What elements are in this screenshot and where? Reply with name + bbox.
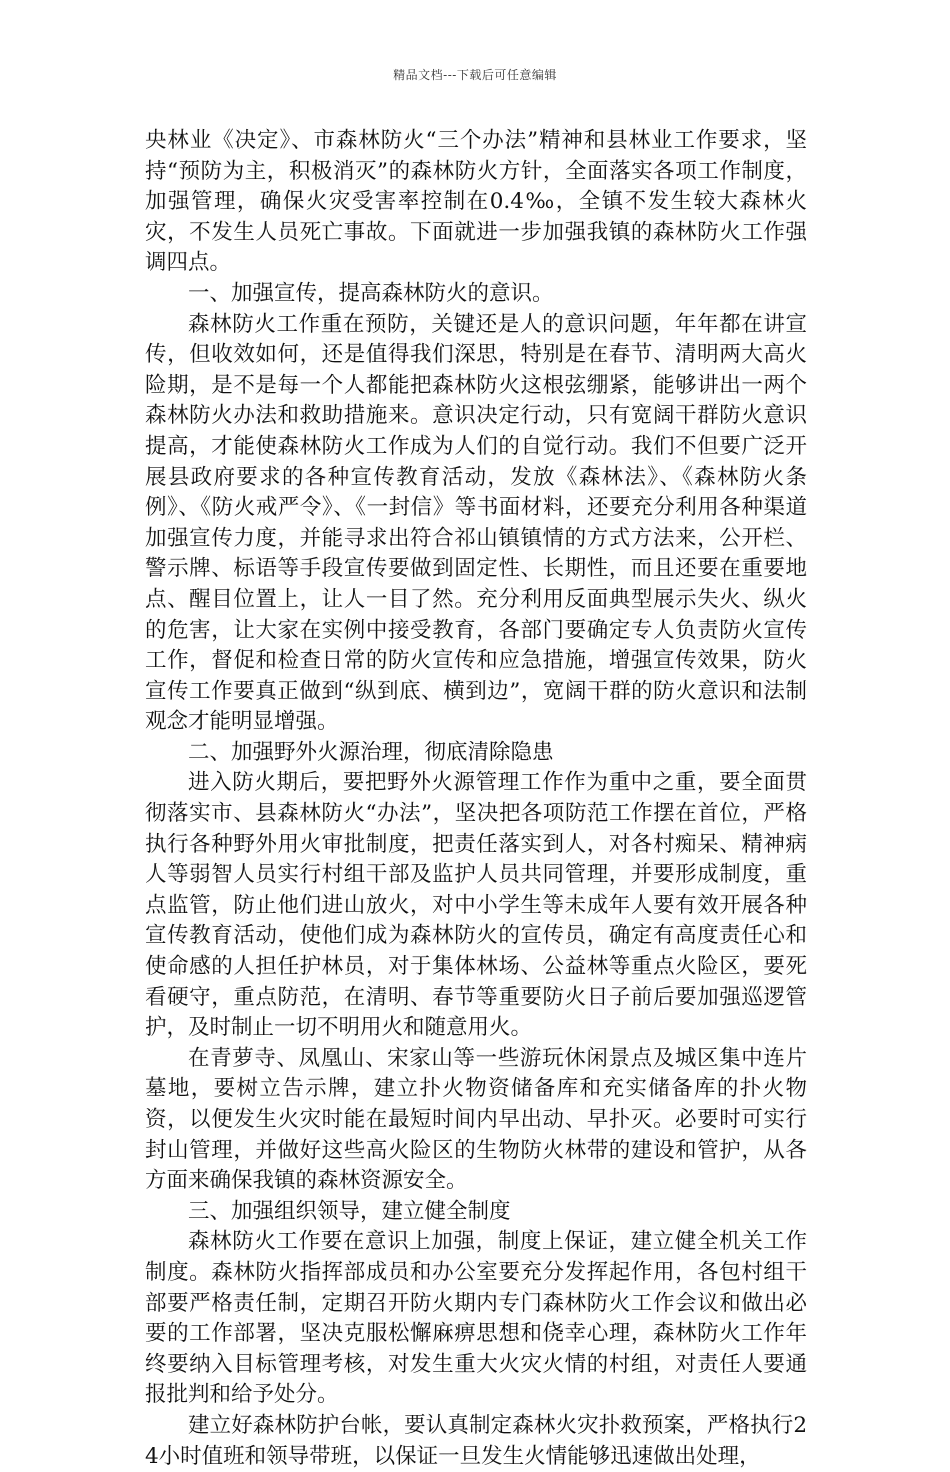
paragraph-publicity: 森林防火工作重在预防，关键还是人的意识问题，年年都在讲宣传，但收效如何，还是值得我们深思，特别是在春节、清明两大高火险期，是不是每一个人都能把森林防火这根弦绷紧，能够讲出一两个森林防火办法和救助措施来。意识决定行动，只有宽阔干群防火意识提高，才能使森林防火工作成为人们的自觉行动。我们不但要广泛开展县政府要求的各种宣传教育活动，发放《森林法》、《森林防火条例》、《防火戒严令》、《一封信》等书面材料，还要充分利用各种渠道加强宣传力度，并能寻求出符合祁山镇镇情的方式方法来，公开栏、警示牌、标语等手段宣传要做到固定性、长期性，而且还要在重要地点、醒目位置上，让人一目了然。充分利用反面典型展示失火、纵火的危害，让大家在实例中接受教育，各部门要确定专人负责防火宣传工作，督促和检查日常的防火宣传和应急措施，增强宣传效果，防火宣传工作要真正做到“纵到底、横到边”，宽阔干群的防火意识和法制观念才能明显增强。 (145, 311, 807, 735)
document-body (145, 126, 807, 1472)
paragraph-records: 建立好森林防护台帐，要认真制定森林火灾扑救预案，严格执行24小时值班和领导带班，以保证一旦发生火情能够迅速做出处理， (145, 1412, 807, 1469)
paragraph-scenic-areas: 在青萝寺、凤凰山、宋家山等一些游玩休闲景点及城区集中连片墓地，要树立告示牌，建立扑火物资储备库和充实储备库的扑火物资，以便发生火灾时能在最短时间内早出动、早扑灭。必要时可实行封山管理，并做好这些高火险区的生物防火林带的建设和管护，从各方面来确保我镇的森林资源安全。 (145, 1045, 807, 1194)
section-heading-2: 二、加强野外火源治理，彻底清除隐患 (188, 739, 554, 765)
section-heading-3: 三、加强组织领导，建立健全制度 (188, 1198, 511, 1224)
section-heading-1: 一、加强宣传，提高森林防火的意识。 (188, 280, 554, 306)
paragraph-intro-continuation: 央林业《决定》、市森林防火“三个办法”精神和县林业工作要求，坚持“预防为主，积极消灭”的森林防火方针，全面落实各项工作制度，加强管理，确保火灾受害率控制在0.4‰，全镇不发生较大森林火灾，不发生人员死亡事故。下面就进一步加强我镇的森林防火工作强调四点。 (145, 128, 807, 276)
paragraph-fire-source-management: 进入防火期后，要把野外火源管理工作作为重中之重，要全面贯彻落实市、县森林防火“办法”，坚决把各项防范工作摆在首位，严格执行各种野外用火审批制度，把责任落实到人，对各村痴呆、精神病人等弱智人员实行村组干部及监护人员共同管理，并要形成制度，重点监管，防止他们进山放火，对中小学生等未成年人要有效开展各种宣传教育活动，使他们成为森林防火的宣传员，确定有高度责任心和使命感的人担任护林员，对于集体林场、公益林等重点火险区，要死看硬守，重点防范，在清明、春节等重要防火日子前后要加强巡逻管护，及时制止一切不明用火和随意用火。 (145, 770, 807, 1041)
paragraph-organization: 森林防火工作要在意识上加强，制度上保证，建立健全机关工作制度。森林防火指挥部成员和办公室要充分发挥起作用，各包村组干部要严格责任制，定期召开防火期内专门森林防火工作会议和做出必要的工作部署，坚决克服松懈麻痹思想和侥幸心理，森林防火工作年终要纳入目标管理考核，对发生重大火灾火情的村组，对责任人要通报批判和给予处分。 (145, 1229, 807, 1408)
page-header: 精品文档---下载后可任意编辑 (393, 68, 557, 82)
